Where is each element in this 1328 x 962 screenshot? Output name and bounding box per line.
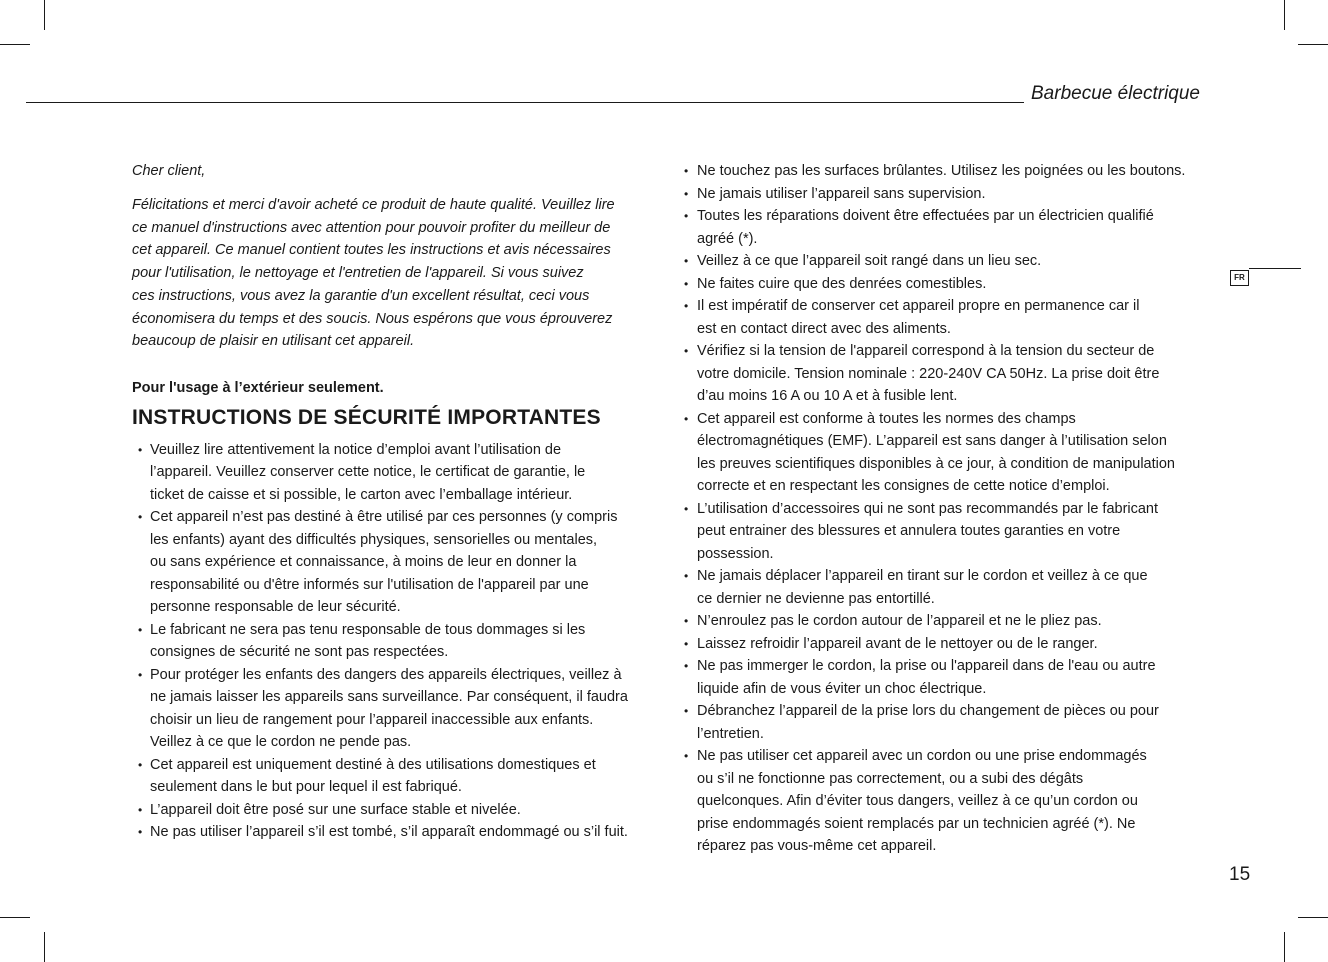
bullet-icon: • — [138, 667, 143, 682]
safety-item — [683, 273, 1195, 296]
safety-item-line: agréé (*). — [697, 230, 758, 247]
bullet-icon: • — [684, 209, 689, 223]
safety-item-line: Ne jamais utiliser l’appareil sans supervision. — [697, 185, 986, 202]
safety-item-line: peut entrainer des blessures et annulera toutes garanties en votre — [697, 523, 1121, 539]
safety-item — [683, 408, 1195, 498]
safety-item — [683, 565, 1195, 610]
left-column — [132, 160, 652, 844]
safety-item-line: Pour protéger les enfants des dangers des appareils électriques, veillez à — [150, 666, 622, 683]
safety-item-line: ticket de caisse et si possible, le carton avec l’emballage intérieur. — [150, 486, 573, 503]
bullet-icon: • — [684, 411, 689, 426]
crop-mark — [44, 0, 45, 30]
header-title: Barbecue électrique — [1031, 83, 1200, 104]
safety-item — [683, 498, 1195, 566]
bullet-icon: • — [684, 254, 689, 268]
safety-item-line: les enfants) ayant des difficultés physiques, sensorielles ou mentales, — [150, 531, 598, 548]
bullet-icon: • — [684, 659, 689, 673]
crop-mark — [1298, 44, 1328, 45]
intro-line: Félicitations et merci d'avoir acheté ce produit de haute qualité. Veuillez lire — [132, 197, 615, 213]
safety-item — [683, 700, 1195, 745]
safety-item-line: réparez pas vous-même cet appareil. — [697, 838, 937, 854]
safety-item-line: possession. — [697, 545, 774, 562]
safety-item-line: prise endommagés soient remplacés par un technicien agréé (*). Ne — [697, 815, 1136, 832]
intro-line: ces instructions, vous avez la garantie d'un excellent résultat, ceci vous — [132, 287, 590, 304]
safety-item-line: correcte et en respectant les consignes de cette notice d’emploi. — [697, 478, 1110, 494]
intro-line: économisera du temps et des soucis. Nous espérons que vous éprouverez — [132, 310, 613, 327]
bullet-icon: • — [684, 569, 689, 583]
safety-item-line: ne jamais laisser les appareils sans surveillance. Par conséquent, il faudra — [150, 689, 628, 706]
language-tab: FR — [1230, 270, 1249, 286]
safety-item-line: L’appareil doit être posé sur une surface stable et nivelée. — [150, 801, 521, 818]
intro-line: pour l'utilisation, le nettoyage et l'entretien de l'appareil. Si vous suivez — [132, 265, 584, 282]
safety-item — [683, 655, 1195, 700]
bullet-icon: • — [684, 501, 689, 516]
bullet-icon: • — [684, 636, 689, 651]
safety-item-line: l’entretien. — [697, 725, 764, 742]
safety-item-line: ce dernier ne devienne pas entortillé. — [697, 590, 935, 607]
bullet-icon: • — [684, 704, 689, 718]
safety-item — [132, 619, 652, 664]
crop-mark — [44, 932, 45, 962]
intro-line: ce manuel d'instructions avec attention pour pouvoir profiter du meilleur de — [132, 219, 611, 236]
intro-line: beaucoup de plaisir en utilisant cet appareil. — [132, 333, 415, 350]
safety-item — [683, 340, 1195, 408]
bullet-icon: • — [138, 802, 143, 817]
safety-item-line: Vérifiez si la tension de l'appareil correspond à la tension du secteur de — [697, 343, 1155, 359]
safety-item — [683, 745, 1195, 858]
safety-item-line: Il est impératif de conserver cet appareil propre en permanence car il — [697, 298, 1140, 314]
bullet-icon: • — [138, 510, 143, 525]
right-column — [683, 160, 1195, 858]
safety-item-line: Veillez à ce que l’appareil soit rangé dans un lieu sec. — [697, 253, 1042, 269]
safety-item-line: Débranchez l’appareil de la prise lors du changement de pièces ou pour — [697, 703, 1159, 719]
safety-item-line: liquide afin de vous éviter un choc électrique. — [697, 680, 987, 697]
safety-item-line: seulement dans le but pour lequel il est fabriqué. — [150, 779, 462, 796]
safety-item-line: Cet appareil n’est pas destiné à être utilisé par ces personnes (y compris — [150, 509, 618, 526]
bullet-icon: • — [684, 186, 689, 201]
bullet-icon: • — [684, 164, 689, 178]
safety-item — [683, 250, 1195, 273]
safety-item — [132, 664, 652, 754]
safety-item — [683, 295, 1195, 340]
intro-line: cet appareil. Ce manuel contient toutes les instructions et avis nécessaires — [132, 242, 611, 259]
safety-item-line: votre domicile. Tension nominale : 220-240V CA 50Hz. La prise doit être — [697, 365, 1160, 382]
safety-item-line: d’au moins 16 A ou 10 A et à fusible lent. — [697, 388, 958, 404]
bullet-icon: • — [684, 299, 689, 313]
safety-item — [132, 821, 652, 844]
safety-item — [683, 205, 1195, 250]
bullet-icon: • — [684, 276, 689, 291]
safety-item-line: Veuillez lire attentivement la notice d’emploi avant l’utilisation de — [150, 441, 562, 458]
section-title: INSTRUCTIONS DE SÉCURITÉ IMPORTANTES — [132, 405, 601, 429]
outdoor-note: Pour l'usage à l’extérieur seulement. — [132, 379, 384, 396]
safety-list-left — [132, 439, 652, 844]
safety-item-line: ou s’il ne fonctionne pas correctement, ou a subi des dégâts — [697, 770, 1084, 787]
safety-item — [132, 799, 652, 822]
safety-list-right — [683, 160, 1195, 858]
crop-mark — [0, 44, 30, 45]
safety-item-line: Ne pas utiliser l’appareil s’il est tombé, s’il apparaît endommagé ou s’il fuit. — [150, 824, 628, 841]
safety-item-line: électromagnétiques (EMF). L’appareil est sans danger à l’utilisation selon — [697, 433, 1167, 449]
safety-item — [132, 439, 652, 507]
safety-item-line: consignes de sécurité ne sont pas respectées. — [150, 644, 449, 661]
safety-item-line: Ne faites cuire que des denrées comestibles. — [697, 275, 987, 292]
safety-item-line: Cet appareil est conforme à toutes les normes des champs — [697, 410, 1076, 427]
bullet-icon: • — [684, 344, 689, 358]
safety-item-line: Toutes les réparations doivent être effectuées par un électricien qualifié — [697, 208, 1154, 224]
safety-item — [132, 506, 652, 619]
crop-mark — [1284, 0, 1285, 30]
greeting: Cher client, — [132, 163, 206, 179]
safety-item — [683, 633, 1195, 656]
safety-item-line: quelconques. Afin d’éviter tous dangers, veillez à ce qu’un cordon ou — [697, 793, 1138, 809]
bullet-icon: • — [684, 749, 689, 763]
safety-item-line: Le fabricant ne sera pas tenu responsable de tous dommages si les — [150, 621, 586, 638]
safety-item-line: choisir un lieu de rangement pour l’appareil inaccessible aux enfants. — [150, 711, 594, 728]
header-rule — [26, 102, 1024, 103]
crop-mark — [1284, 932, 1285, 962]
bullet-icon: • — [138, 757, 143, 772]
safety-item-line: L’utilisation d’accessoires qui ne sont pas recommandés par le fabricant — [697, 500, 1159, 517]
safety-item-line: Ne touchez pas les surfaces brûlantes. Utilisez les poignées ou les boutons. — [697, 163, 1186, 179]
safety-item-line: ou sans expérience et connaissance, à moins de leur en donner la — [150, 554, 577, 571]
language-rule — [1249, 268, 1301, 269]
crop-mark — [1298, 917, 1328, 918]
safety-item-line: est en contact direct avec des aliments. — [697, 320, 951, 337]
safety-item-line: Ne pas utiliser cet appareil avec un cordon ou une prise endommagés — [697, 748, 1147, 764]
safety-item-line: l’appareil. Veuillez conserver cette notice, le certificat de garantie, le — [150, 464, 586, 481]
crop-mark — [0, 917, 30, 918]
safety-item-line: responsabilité ou d'être informés sur l'utilisation de l'appareil par une — [150, 576, 589, 593]
bullet-icon: • — [138, 825, 143, 840]
bullet-icon: • — [138, 622, 143, 637]
safety-item-line: N’enroulez pas le cordon autour de l’appareil et ne le pliez pas. — [697, 613, 1102, 629]
safety-item-line: Ne pas immerger le cordon, la prise ou l'appareil dans de l'eau ou autre — [697, 658, 1156, 674]
safety-item-line: les preuves scientifiques disponibles à ce jour, à condition de manipulation — [697, 455, 1175, 472]
page-number: 15 — [1229, 864, 1251, 885]
intro-paragraph — [132, 194, 652, 353]
safety-item-line: Ne jamais déplacer l’appareil en tirant sur le cordon et veillez à ce que — [697, 568, 1148, 584]
bullet-icon: • — [138, 442, 143, 457]
safety-item — [132, 754, 652, 799]
safety-item — [683, 183, 1195, 206]
safety-item — [683, 160, 1195, 183]
safety-item-line: personne responsable de leur sécurité. — [150, 599, 401, 616]
safety-item — [683, 610, 1195, 633]
safety-item-line: Laissez refroidir l’appareil avant de le nettoyer ou de le ranger. — [697, 635, 1098, 652]
bullet-icon: • — [684, 614, 689, 628]
safety-item-line: Cet appareil est uniquement destiné à des utilisations domestiques et — [150, 756, 596, 773]
safety-item-line: Veillez à ce que le cordon ne pende pas. — [150, 734, 412, 751]
